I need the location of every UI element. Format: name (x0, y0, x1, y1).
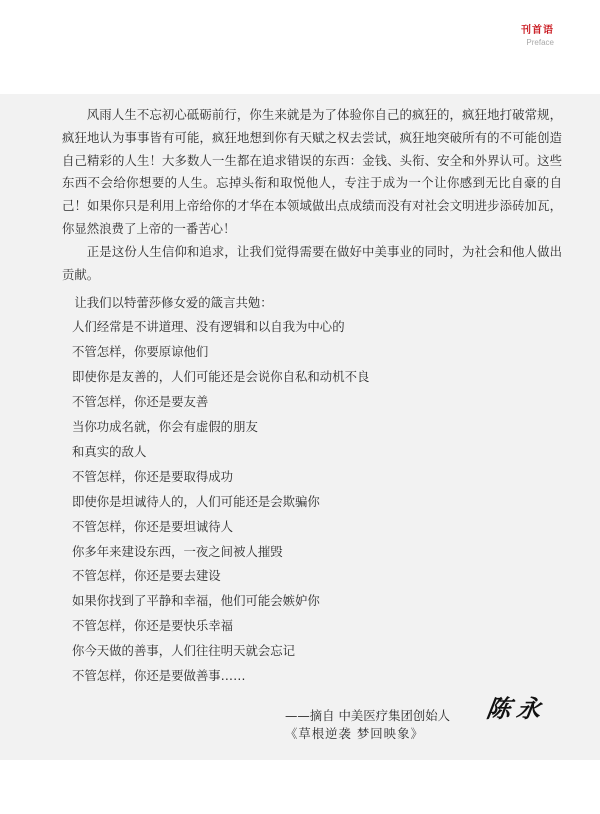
poem-line: 不管怎样，你还是要取得成功 (72, 468, 234, 484)
poem-line: 和真实的敌人 (72, 443, 147, 459)
poem-line: 即使你是坦诚待人的，人们可能还是会欺骗你 (72, 493, 320, 509)
poem-intro: 让我们以特蕾莎修女爱的箴言共勉： (74, 295, 273, 311)
poem-line: 不管怎样，你还是要快乐幸福 (72, 618, 234, 634)
section-title-block (521, 24, 554, 48)
book-title: 《草根逆袭 梦回映象》 (285, 726, 424, 741)
poem-list (62, 315, 562, 689)
poem-line: 不管怎样，你还是要坦诚待人 (72, 518, 234, 534)
poem-line: 不管怎样，你还是要友善 (72, 394, 209, 410)
article-paragraph: 正是这份人生信仰和追求，让我们觉得需要在做好中美事业的同时，为社会和他人做出贡献。 (62, 243, 562, 282)
article-body (62, 104, 562, 689)
poem-line: 不管怎样，你还是要去建设 (72, 568, 221, 584)
poem-line: 即使你是友善的，人们可能还是会说你自私和动机不良 (72, 369, 370, 385)
handwritten-signature: 陈永 (484, 694, 549, 723)
section-subtitle: Preface (526, 38, 554, 47)
poem-line: 当你功成名就，你会有虚假的朋友 (72, 419, 258, 434)
poem-line: 你今天做的善事，人们往往明天就会忘记 (72, 643, 296, 659)
poem-line: 如果你找到了平静和幸福，他们可能会嫉妒你 (72, 593, 320, 609)
signature-block (285, 689, 575, 749)
section-title: 刊首语 (521, 25, 554, 36)
attribution-text: ——摘自 中美医疗集团创始人 (285, 708, 451, 723)
poem-line: 不管怎样，你还是要做善事…… (72, 668, 246, 684)
poem-line: 人们经常是不讲道理、没有逻辑和以自我为中心的 (72, 319, 345, 335)
article-paragraph: 风雨人生不忘初心砥砺前行，你生来就是为了体验你自己的疯狂的，疯狂地打破常规，疯狂地认为事事皆有可能，疯狂地想到你有天赋之权去尝试，疯狂地突破所有的不可能创造自己精彩的人生！大多数人一生都在追求错误的东西：金钱、头衔、安全和外界认可。这些东西不会给你想要的人生。忘掉头衔和取悦他人，专注于成为一个让你感到无比自豪的自己！如果你只是利用上帝给你的才华在本领域做出点成绩而没有对社会文明进步添砖加瓦，你显然浪费了上帝的一番苦心！ (62, 107, 562, 236)
poem-line: 不管怎样，你要原谅他们 (72, 344, 209, 360)
poem-line: 你多年来建设东西，一夜之间被人摧毁 (72, 543, 283, 559)
page-header (0, 0, 600, 94)
